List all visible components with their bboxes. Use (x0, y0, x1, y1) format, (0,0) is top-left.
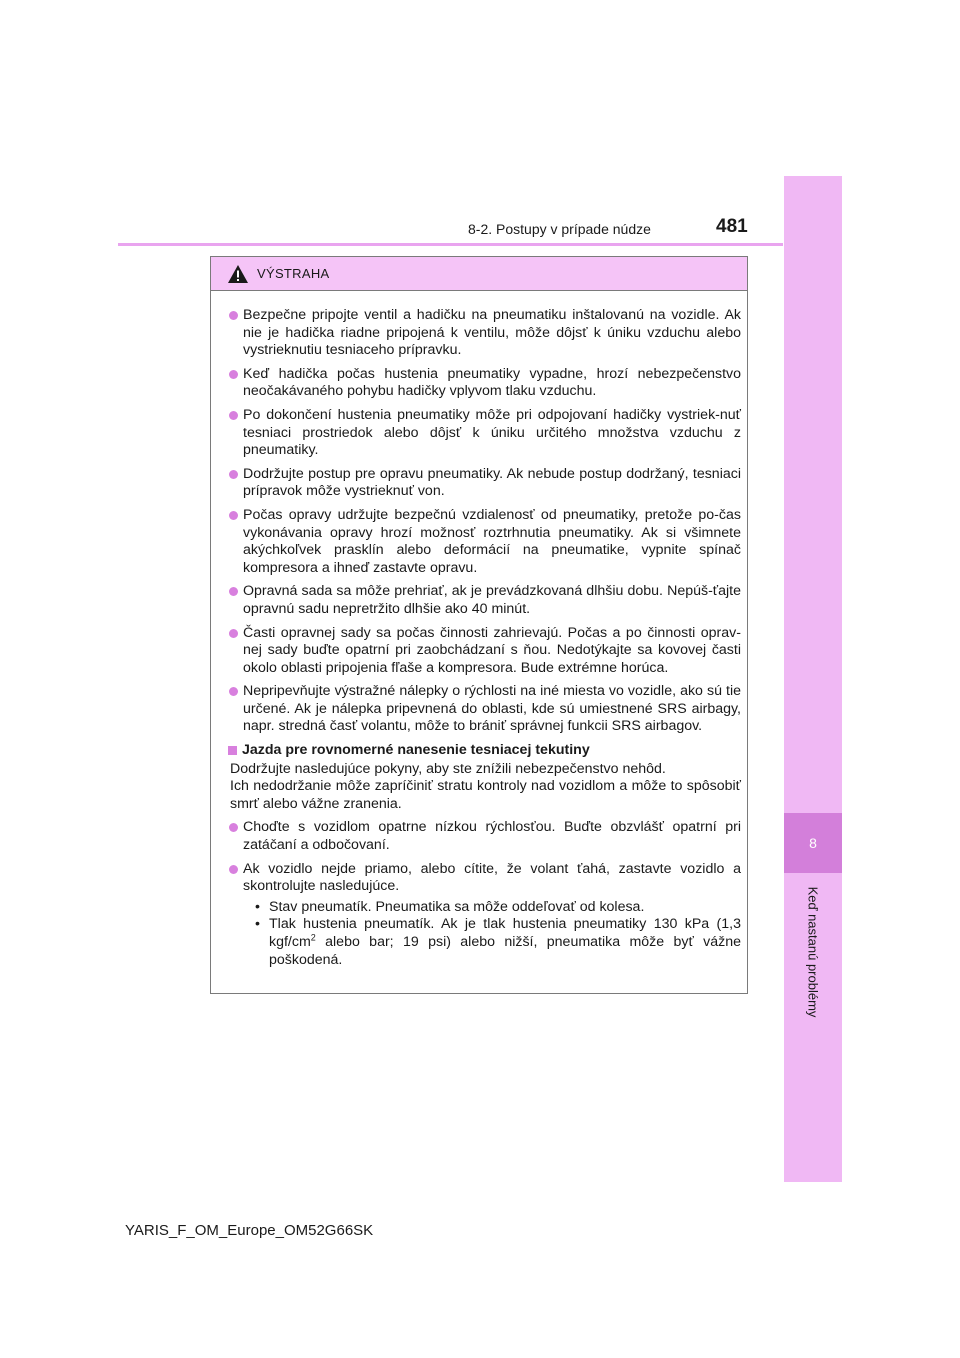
side-tab (784, 176, 842, 1182)
driving-intro (230, 761, 741, 814)
warning-bullet: Opravná sada sa môže prehriať, ak je prevádzkovaná dlhšiu dobu. Nepúš-ťajte opravnú sadu nepretržito dlhšie ako 40 minút. (229, 583, 741, 618)
driving-bullet: Choďte s vozidlom opatrne nízkou rýchlosťou. Buďte obzvlášť opatrní pri zatáčaní a odbočovaní. (229, 819, 741, 854)
warning-content (211, 291, 747, 969)
warning-bullet: Keď hadička počas hustenia pneumatiky vypadne, hrozí nebezpečenstvo neočakávaného pohybu hadičky vplyvom tlaku vzduchu. (229, 366, 741, 401)
chapter-label: Keď nastanú problémy (805, 886, 821, 1018)
chapter-number: 8 (784, 813, 842, 873)
bullet-dot-icon (229, 587, 238, 596)
square-bullet-icon (228, 746, 237, 755)
section-title: 8-2. Postupy v prípade núdze (468, 221, 651, 237)
warning-bullet: Dodržujte postup pre opravu pneumatiky. Ak nebude postup dodržaný, tesniaci prípravok môže vystrieknuť von. (229, 466, 741, 501)
bullet-dot-icon (229, 311, 238, 320)
warning-bullet: Časti opravnej sady sa počas činnosti zahrievajú. Počas a po činnosti oprav-nej sady buďte opatrní pri zaobchádzaní s ňou. Nedotýkajte sa kovovej časti okolo oblasti pripojenia fľaše a kompresora. Bude extrémne horúca. (229, 625, 741, 678)
page-number: 481 (716, 216, 748, 237)
warning-bullet: Počas opravy udržujte bezpečnú vzdialenosť od pneumatiky, pretože po-čas vykonávania opravy hrozí možnosť roztrhnutia pneumatiky. Ak si všimnete akýchkoľvek prasklín alebo deformácií na pneumatike, vypnite spínač kompresora a ihneď zastavte opravu. (229, 507, 741, 577)
driving-intro-line: Dodržujte nasledujúce pokyny, aby ste znížili nebezpečenstvo nehôd. (230, 760, 666, 777)
driving-intro-line: Ich nedodržanie môže zapríčiniť stratu kontroly nad vozidlom a môže to spôsobiť smrť alebo vážne zranenia. (230, 778, 741, 812)
warning-title: VÝSTRAHA (257, 266, 330, 281)
warning-bullet: Nepripevňujte výstražné nálepky o rýchlosti na iné miesta vo vozidle, ako sú tie určené. Ak je nálepka pripevnená do oblasti, kde sú umiestnené SRS airbagy, napr. stredná časť volantu, môže to brániť správnej funkcii SRS airbagov. (229, 683, 741, 736)
bullet-dot-icon (229, 370, 238, 379)
bullet-dot-icon (229, 823, 238, 832)
warning-box (210, 256, 748, 994)
bullet-dot-icon (229, 511, 238, 520)
driving-heading: Jazda pre rovnomerné nanesenie tesniacej tekutiny (228, 742, 741, 760)
warning-header (211, 257, 747, 291)
bullet-dot-icon (229, 470, 238, 479)
bullet-dot-icon (229, 865, 238, 874)
header-divider (118, 243, 783, 246)
warning-bullet: Bezpečne pripojte ventil a hadičku na pneumatiku inštalovanú na vozidle. Ak nie je hadička riadne pripojená k ventilu, môže dôjsť k úniku vzduchu alebo vystrieknutiu tesniaceho prípravku. (229, 307, 741, 360)
check-item: • Tlak hustenia pneumatík. Ak je tlak hustenia pneumatiky 130 kPa (1,3 kgf/$cm^2$ alebo bar; 19 psi) alebo nižší, pneumatika môže byť vážne poškodená. (255, 916, 741, 968)
bullet-dot-icon (229, 629, 238, 638)
bullet-dot-icon (229, 411, 238, 420)
bullet-dot-icon (229, 687, 238, 696)
warning-bullet: Po dokončení hustenia pneumatiky môže pri odpojovaní hadičky vystriek-nuť tesniaci prostriedok alebo dôjsť k úniku určitého množstva vzduchu z pneumatiky. (229, 407, 741, 460)
driving-bullet: Ak vozidlo nejde priamo, alebo cítite, že volant ťahá, zastavte vozidlo a skontrolujte nasledujúce. • Stav pneumatík. Pneumatika sa môže oddeľovať od kolesa. • Tlak hustenia pneumatík. Ak je tlak hustenia pneumatiky 130 kPa (1,3 kgf/$cm^2$ alebo bar; 19 psi) alebo nižší, pneumatika môže byť vážne poškodená. (229, 861, 741, 970)
document-footer: YARIS_F_OM_Europe_OM52G66SK (125, 1222, 374, 1239)
check-list (243, 899, 741, 969)
check-item: • Stav pneumatík. Pneumatika sa môže oddeľovať od kolesa. (255, 898, 645, 915)
warning-triangle-icon (227, 264, 249, 284)
